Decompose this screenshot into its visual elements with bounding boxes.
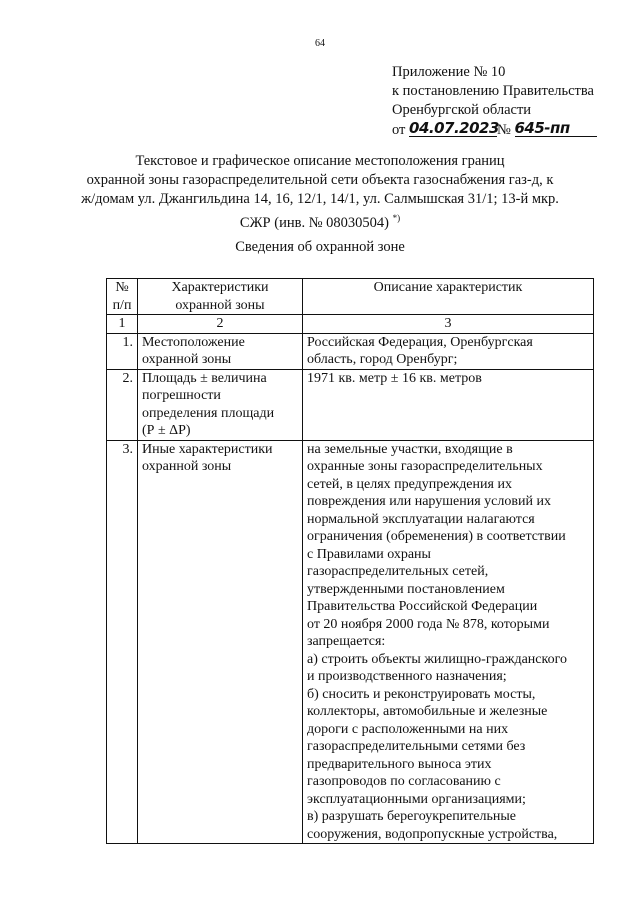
number-sign: № xyxy=(497,122,511,138)
table-numbering-row xyxy=(107,315,594,334)
table-row xyxy=(107,369,594,440)
annex-from-label: от xyxy=(392,122,406,138)
header-description: Описание характеристик xyxy=(303,279,594,315)
row-description: на земельные участки, входящие в охранные зоны газораспределительных сетей, в целях предупреждения их повреждения или нарушения условий их нормальной эксплуатации налагаются ограничения (обременения) в соответствии с Правилами охраны газораспределительных сетей, утвержденными постановлением Правительства Российской Федерации от 20 ноября 2000 года № 878, которыми запрещается: а) строить объекты жилищно-гражданского и производственного назначения; б) сносить и реконструировать мосты, коллекторы, автомобильные и железные дороги с расположенными на них газораспределительными сетями без предварительного выноса этих газопроводов по согласованию с эксплуатационными организациями; в) разрушать берегоукрепительные сооружения, водопропускные устройства, xyxy=(303,440,594,844)
row-number: 3. xyxy=(107,440,138,844)
document-title xyxy=(70,152,570,233)
handwritten-number: 645-пп xyxy=(514,119,570,137)
table-row xyxy=(107,333,594,369)
column-number-3: 3 xyxy=(303,315,594,334)
header-number: № п/п xyxy=(107,279,138,315)
annex-line-3: Оренбургской области xyxy=(392,102,532,118)
annex-line-1: Приложение № 10 xyxy=(392,64,506,80)
title-line-4 xyxy=(70,209,570,233)
row-characteristic: Местоположение охранной зоны xyxy=(138,333,303,369)
annex-header xyxy=(392,63,597,140)
handwritten-date: 04.07.2023 xyxy=(409,119,499,137)
title-line-2: охранной зоны газораспределительной сети объекта газоснабжения газ-д, к xyxy=(86,172,554,188)
row-description: 1971 кв. метр ± 16 кв. метров xyxy=(303,369,594,440)
footnote-mark: *) xyxy=(392,213,401,223)
column-number-2: 2 xyxy=(138,315,303,334)
column-number-1: 1 xyxy=(107,315,138,334)
row-number: 1. xyxy=(107,333,138,369)
annex-line-2: к постановлению Правительства xyxy=(392,83,594,99)
row-characteristic: Иные характеристики охранной зоны xyxy=(138,440,303,844)
annex-date-line xyxy=(392,120,597,140)
row-characteristic: Площадь ± величина погрешности определения площади (Р ± ΔР) xyxy=(138,369,303,440)
table-header-row xyxy=(107,279,594,315)
row-number: 2. xyxy=(107,369,138,440)
title-line-1: Текстовое и графическое описание местоположения границ xyxy=(135,153,505,169)
page-number: 64 xyxy=(315,38,325,49)
row-description: Российская Федерация, Оренбургская область, город Оренбург; xyxy=(303,333,594,369)
date-field xyxy=(409,120,497,137)
number-field xyxy=(515,120,597,137)
section-subtitle: Сведения об охранной зоне xyxy=(235,239,405,255)
title-line-4-text: СЖР (инв. № 08030504) xyxy=(239,214,389,231)
title-line-3: ж/домам ул. Джангильдина 14, 16, 12/1, 14/1, ул. Салмышская 31/1; 13-й мкр. xyxy=(81,191,559,207)
header-characteristics: Характеристики охранной зоны xyxy=(138,279,303,315)
zone-table xyxy=(106,278,594,844)
table-row xyxy=(107,440,594,844)
